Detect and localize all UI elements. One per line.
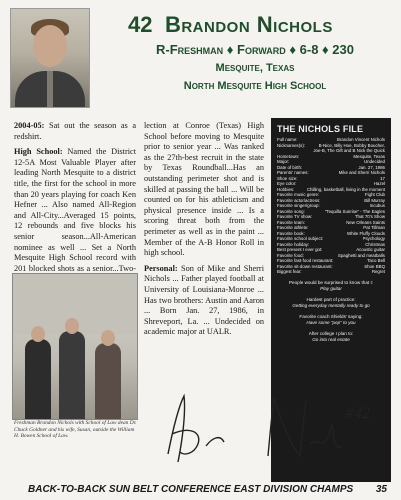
row-value: Incubus xyxy=(369,203,385,208)
player-name: Brandon Nichols xyxy=(164,12,333,37)
row-value: Psychology xyxy=(362,236,385,241)
bio-text-2004: Sat out the season as a redshirt. xyxy=(14,121,136,141)
row-key: Favorite sit-down restaurant: xyxy=(277,263,333,269)
nichols-file-title: THE NICHOLS FILE xyxy=(277,124,364,134)
row-key: Eye color: xyxy=(277,181,297,186)
row-key: Shoe size: xyxy=(277,175,298,181)
row-value: Mike and Sherri Nichols xyxy=(338,170,385,175)
row-key: Favorite music genre: xyxy=(277,192,320,197)
row-key: Major: xyxy=(277,159,290,164)
footer-tagline: BACK-TO-BACK SUN BELT CONFERENCE EAST DIVISION CHAMPS xyxy=(28,484,354,495)
jersey-number: 42 xyxy=(128,12,153,37)
row-value: Undecided xyxy=(364,159,385,164)
row-key: Full name: xyxy=(277,137,298,142)
row-key: Parents' names: xyxy=(277,170,309,175)
row-value: 17 xyxy=(380,175,385,181)
bio-label-high-school: High School: xyxy=(14,147,63,157)
player-name-line xyxy=(128,12,333,38)
bio-label-2004: 2004-05: xyxy=(14,121,45,130)
row-value: "Tequilla Sunrise" - The Eagles xyxy=(324,208,385,214)
row-value: Shoe BBQ xyxy=(364,263,385,269)
row-key: Favorite school subject: xyxy=(277,236,324,241)
fact-practice: Hardest part of practice: Getting everyday mentally ready to go xyxy=(292,296,370,308)
player-hometown: Mesquite, Texas xyxy=(215,62,295,74)
fact-surprise: People would be surprised to know that I: Play guitar xyxy=(288,279,373,291)
fact-after-college: After college I plan to: Go into real estate xyxy=(308,330,354,342)
photo-caption: Freshman Brandon Nichols with School of Law dean Dr. Chuck Goldner and his wife, Susan, outside the William H. Bowen School of Law. xyxy=(14,420,137,440)
row-key: Favorite holiday: xyxy=(277,241,310,247)
nichols-file-row xyxy=(271,269,391,275)
row-value: Brandon Vincent Nichols xyxy=(336,137,385,142)
bio-text-high-school: Named the District 12-5A Most Valuable Player after leading North Mesquite to a district title, the first for the school in more than 20 years playing for coach Ken Hefner ... Also named All-Region and All-City...Averaged 15 points, 12 rebounds and five blocks his senior season...All-American nominee as well ... Set a North Mesquite High School record with 201 blocked shots as a senior...Two- xyxy=(14,147,136,273)
row-value: Chilling, basketball, living in the moment xyxy=(306,186,385,192)
player-high-school: North Mesquite High School xyxy=(183,80,327,92)
row-value: Acoustic guitar xyxy=(356,247,385,252)
row-value: Jan. 27, 1986 xyxy=(358,164,385,170)
row-key: Favorite singer/group: xyxy=(277,203,320,208)
row-key: Favorite athlete: xyxy=(277,225,309,230)
row-value: That 70's Show xyxy=(354,214,385,219)
autograph-signature xyxy=(150,384,380,474)
group-photo xyxy=(12,273,138,420)
row-key: Biggest fear: xyxy=(277,269,302,274)
row-key: Favorite book: xyxy=(277,230,305,236)
row-value: Regret xyxy=(371,269,385,274)
row-value: Pat Tillman xyxy=(363,225,385,230)
fact-coach-saying: Favorite coach Shields' saying: Have some "pep" to you xyxy=(299,313,363,325)
player-position-line: R-Freshman ♦ Forward ♦ 6-8 ♦ 230 xyxy=(156,42,354,57)
row-value: Taco Bell xyxy=(367,258,385,263)
row-key: Date of birth: xyxy=(277,164,303,170)
player-headshot xyxy=(10,8,90,108)
row-value: Bill Murray xyxy=(364,197,385,203)
row-value: Mesquite, Texas xyxy=(353,153,385,159)
page-footer xyxy=(0,481,401,500)
row-key: Favorite TV show: xyxy=(277,214,313,219)
svg-text:#42: #42 xyxy=(346,405,370,422)
row-key: Hobbies: xyxy=(277,186,295,192)
bio-column-2 xyxy=(144,121,264,343)
row-value: White Fluffy Clouds xyxy=(347,230,385,236)
bio-column-1 xyxy=(14,121,136,290)
row-value: Spaghetti and meatballs xyxy=(337,252,385,258)
bio-label-personal: Personal: xyxy=(144,263,178,273)
row-value: Joe-B, The Gift and B Nick the Quick xyxy=(313,148,385,153)
row-key: Favorite food: xyxy=(277,252,304,258)
bio-text-personal: Son of Mike and Sherri Nichols ... Father played football at University of Louisiana-Monroe ... Has two brothers: Austin and Aaron ... Born Jan. 27, 1986, in Shreveport, La. ... Undecided on academic major at UALR. xyxy=(144,263,264,337)
row-key: Favorite fast-food restaurant: xyxy=(277,258,334,263)
row-key: Nicknames(s): xyxy=(277,142,306,148)
row-key: Favorite team: xyxy=(277,219,306,225)
row-key: Favorite actor/actress: xyxy=(277,197,321,203)
row-value: Christmas xyxy=(365,241,385,247)
row-value: B-Nice, Billy Hoe, Bobby Boucher, xyxy=(318,142,385,148)
row-value: New Orleans Saints xyxy=(346,219,385,225)
row-key: Best present I ever got: xyxy=(277,247,323,252)
row-value: Fight Club xyxy=(364,192,385,197)
page-number: 35 xyxy=(375,484,387,495)
bio-text-continued: lection at Conroe (Texas) High School before moving to Mesquite prior to senior year ... Was ranked as the 27th-best recruit in the state by Texas Roundball...Has an outstanding perimeter shot and is skilled at passing the ball ... Will be counted on for his athleticism and physical presence inside ... Is a scoring threat both from the perimeter as well as in the paint ... Member of the A-B Honor Roll in high school. xyxy=(144,121,264,258)
row-key: Favorite song: xyxy=(277,208,305,214)
row-key: Hometown: xyxy=(277,153,300,159)
row-value: Hazel xyxy=(373,181,385,186)
